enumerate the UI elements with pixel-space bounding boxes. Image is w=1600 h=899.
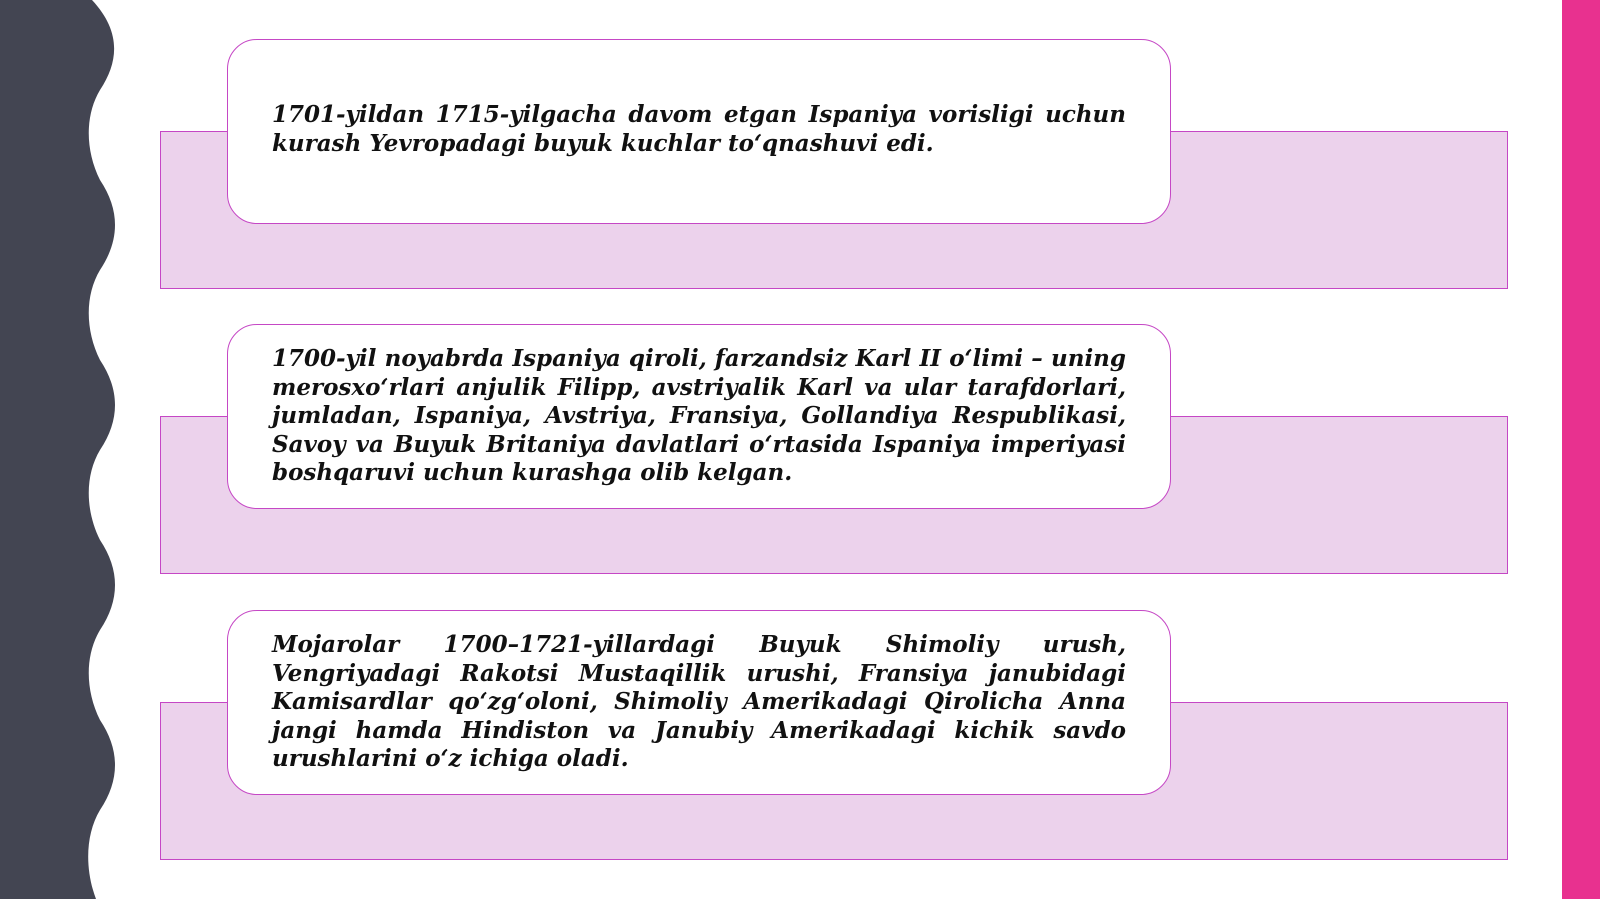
text-card-1 <box>227 39 1171 224</box>
text-card-3 <box>227 610 1171 795</box>
card-3-text: Mojarolar 1700–1721-yillardagi Buyuk Shimoliy urush, Vengriyadagi Rakotsi Mustaqillik urushi, Fransiya janubidagi Kamisardlar qo‘zg‘oloni, Shimoliy Amerikadagi Qirolicha Anna jangi hamda Hindiston va Janubiy Amerikadagi kichik savdo urushlarini o‘z ichiga oladi. <box>272 631 1126 772</box>
accent-bar <box>1562 0 1600 899</box>
card-2-text: 1700-yil noyabrda Ispaniya qiroli, farzandsiz Karl II o‘limi – uning merosxo‘rlari anjulik Filipp, avstriyalik Karl va ular tarafdorlari, jumladan, Ispaniya, Avstriya, Fransiya, Gollandiya Respublikasi, Savoy va Buyuk Britaniya davlatlari o‘rtasida Ispaniya imperiyasi boshqaruvi uchun kurashga olib kelgan. <box>272 345 1126 486</box>
card-1-text: 1701-yildan 1715-yilgacha davom etgan Ispaniya vorisligi uchun kurash Yevropadagi buyuk kuchlar to‘qnashuvi edi. <box>272 101 1126 157</box>
text-card-2 <box>227 324 1171 509</box>
decorative-wave-bar <box>0 0 120 899</box>
